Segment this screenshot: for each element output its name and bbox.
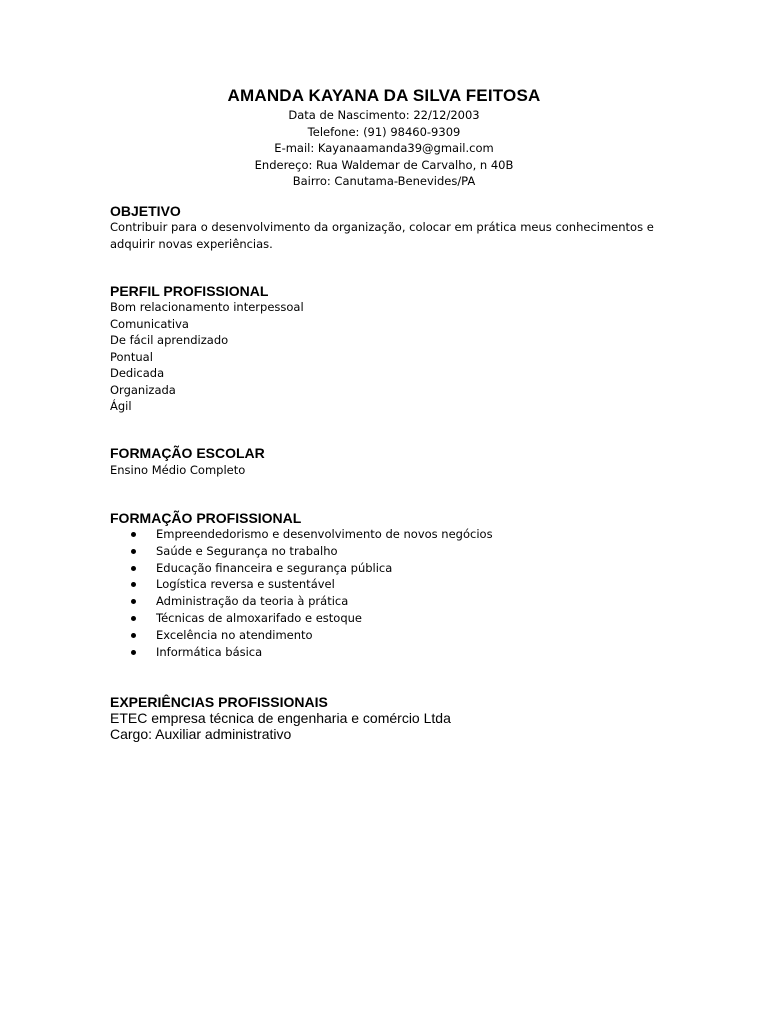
bullet-icon	[131, 616, 136, 621]
perfil-item: Dedicada	[110, 366, 165, 380]
list-item	[128, 627, 493, 644]
list-item-label: Saúde e Segurança no trabalho	[156, 543, 338, 558]
birth-date: Data de Nascimento: 22/12/2003	[288, 108, 480, 122]
list-item	[128, 543, 493, 560]
section-title-formacao-escolar: FORMAÇÃO ESCOLAR	[110, 445, 265, 461]
candidate-name: AMANDA KAYANA DA SILVA FEITOSA	[227, 86, 541, 105]
list-item-label: Excelência no atendimento	[156, 627, 313, 642]
bullet-icon	[131, 633, 136, 638]
perfil-item: De fácil aprendizado	[110, 333, 229, 347]
bullet-icon	[131, 566, 136, 571]
perfil-item: Bom relacionamento interpessoal	[110, 300, 304, 314]
list-item-label: Educação financeira e segurança pública	[156, 560, 393, 575]
list-item-label: Administração da teoria à prática	[156, 594, 349, 609]
bullet-icon	[131, 532, 136, 537]
bullet-icon	[131, 650, 136, 655]
bullet-icon	[131, 549, 136, 554]
perfil-item: Pontual	[110, 349, 153, 364]
list-item	[128, 576, 493, 593]
formacao-escolar-text: Ensino Médio Completo	[110, 463, 246, 477]
bullet-icon	[131, 599, 136, 604]
list-item	[128, 560, 493, 577]
phone: Telefone: (91) 98460-9309	[307, 124, 461, 139]
email: E-mail: Kayanaamanda39@gmail.com	[274, 141, 494, 155]
perfil-item: Ágil	[110, 399, 132, 413]
perfil-item: Comunicativa	[110, 316, 189, 331]
perfil-list	[110, 299, 670, 415]
list-item	[128, 610, 493, 627]
list-item-label: Técnicas de almoxarifado e estoque	[156, 610, 362, 625]
address: Endereço: Rua Waldemar de Carvalho, n 40B	[254, 157, 514, 172]
list-item-label: Empreendedorismo e desenvolvimento de novos negócios	[156, 527, 493, 541]
objetivo-text: Contribuir para o desenvolvimento da organização, colocar em prática meus conhecimentos e adquirir novas experiências.	[110, 220, 654, 251]
section-title-formacao-profissional: FORMAÇÃO PROFISSIONAL	[110, 510, 302, 526]
list-item	[128, 644, 493, 661]
experience-role: Cargo: Auxiliar administrativo	[110, 726, 292, 742]
experience-company: ETEC empresa técnica de engenharia e comércio Ltda	[110, 710, 451, 726]
formacao-profissional-list	[128, 526, 493, 660]
list-item	[128, 593, 493, 610]
district: Bairro: Canutama-Benevides/PA	[292, 174, 476, 188]
list-item-label: Logística reversa e sustentável	[156, 577, 335, 592]
list-item	[128, 526, 493, 543]
section-title-objetivo: OBJETIVO	[110, 203, 181, 219]
section-title-experiencias: EXPERIÊNCIAS PROFISSIONAIS	[110, 694, 328, 710]
contact-block	[0, 107, 768, 190]
section-title-perfil: PERFIL PROFISSIONAL	[110, 283, 269, 299]
bullet-icon	[131, 582, 136, 587]
list-item-label: Informática básica	[156, 644, 263, 659]
perfil-item: Organizada	[110, 382, 176, 397]
experiencias-block	[110, 710, 451, 742]
